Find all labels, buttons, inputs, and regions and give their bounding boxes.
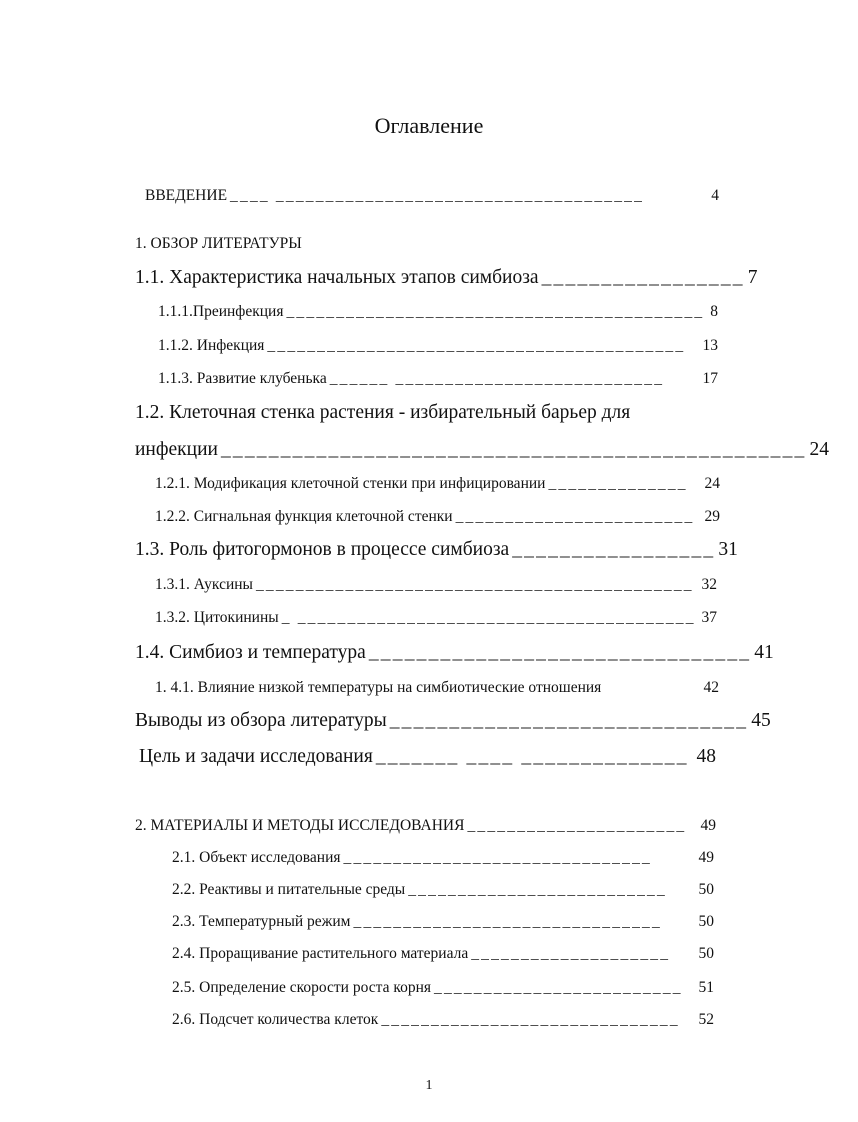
toc-entry-label: 1.1.2. Инфекция bbox=[158, 337, 265, 354]
toc-entry-page: 7 bbox=[747, 267, 758, 288]
toc-entry-label: 1.2.1. Модификация клеточной стенки при инфицировании bbox=[155, 475, 546, 492]
toc-entry-2-6 bbox=[172, 1010, 714, 1030]
toc-entry-leader: __________________________________________ bbox=[267, 337, 686, 354]
toc-entry-label: 1. 4.1. Влияние низкой температуры на симбиотические отношения bbox=[155, 679, 602, 696]
toc-entry-1-2 bbox=[135, 400, 630, 426]
toc-entry-page: 13 bbox=[702, 337, 718, 354]
toc-entry-leader: __________________________ bbox=[408, 881, 667, 898]
toc-entry-leader: ________________________________ bbox=[368, 642, 752, 663]
toc-entry-label: 2.2. Реактивы и питательные среды bbox=[172, 881, 406, 898]
toc-entry-label: 1.3. Роль фитогормонов в процессе симбиоза bbox=[135, 539, 510, 560]
toc-entry-page: 24 bbox=[704, 475, 720, 492]
toc-entry-label: 2.5. Определение скорости роста корня bbox=[172, 979, 431, 996]
toc-entry-2-4 bbox=[172, 944, 714, 964]
toc-entry-label: 2.3. Температурный режим bbox=[172, 913, 351, 930]
toc-entry-2-3 bbox=[172, 912, 714, 932]
toc-entry-page: 4 bbox=[711, 187, 719, 204]
toc-entry-1-1-2 bbox=[158, 336, 718, 356]
toc-entry-1-3-2 bbox=[155, 608, 717, 628]
toc-entry-label: 1.2.2. Сигнальная функция клеточной стенки bbox=[155, 508, 453, 525]
toc-entry-leader: ______________________________ bbox=[389, 710, 749, 731]
toc-entry-label: 1.1. Характеристика начальных этапов симбиоза bbox=[135, 267, 539, 288]
toc-entry-label: 2.4. Проращивание растительного материала bbox=[172, 945, 469, 962]
toc-entry-conclusions bbox=[135, 708, 771, 734]
toc-entry-leader: _________________ bbox=[541, 267, 745, 288]
toc-entry-page: 31 bbox=[718, 539, 738, 560]
toc-entry-leader: _______________________________ bbox=[343, 849, 652, 866]
toc-entry-leader: _______ ____ ______________ bbox=[375, 746, 689, 767]
toc-entry-label: инфекции bbox=[135, 439, 218, 460]
toc-entry-page: 45 bbox=[751, 710, 771, 731]
toc-entry-page: 50 bbox=[698, 881, 714, 898]
toc-entry-page: 37 bbox=[701, 609, 717, 626]
toc-entry-leader: _________________________________________________ bbox=[220, 439, 807, 460]
toc-entry-page: 50 bbox=[698, 945, 714, 962]
toc-entry-leader: _ ________________________________________ bbox=[281, 609, 696, 626]
toc-entry-2-2 bbox=[172, 880, 714, 900]
toc-entry-1-4 bbox=[135, 640, 774, 666]
toc-entry-2-5 bbox=[172, 978, 714, 998]
toc-entry-label: ВВЕДЕНИЕ bbox=[145, 187, 228, 204]
toc-entry-leader: _________________ bbox=[512, 539, 716, 560]
toc-entry-1 bbox=[135, 234, 302, 254]
toc-entry-page: 48 bbox=[696, 746, 716, 767]
toc-entry-1-1-1 bbox=[158, 302, 718, 322]
toc-entry-label: 1.1.3. Развитие клубенька bbox=[158, 370, 327, 387]
toc-entry-1-2-1 bbox=[155, 474, 720, 494]
toc-entry-2 bbox=[135, 816, 716, 836]
toc-entry-1-2-cont bbox=[135, 437, 830, 463]
toc-entry-leader: ________________________ bbox=[455, 508, 695, 525]
toc-entry-page: 42 bbox=[703, 679, 719, 696]
toc-entry-leader: ______________ bbox=[548, 475, 688, 492]
toc-entry-label: 2.6. Подсчет количества клеток bbox=[172, 1011, 379, 1028]
toc-entry-page: 52 bbox=[698, 1011, 714, 1028]
toc-entry-label: 1.2. Клеточная стенка растения - избирательный барьер для bbox=[135, 402, 631, 423]
toc-entry-page: 24 bbox=[809, 439, 830, 460]
toc-entry-leader: ____________________________________________ bbox=[255, 576, 694, 593]
toc-entry-1-2-2 bbox=[155, 507, 720, 527]
toc-entry-label: 1.4. Симбиоз и температура bbox=[135, 642, 366, 663]
toc-entry-leader: ______ ___________________________ bbox=[329, 370, 665, 387]
toc-entry-label: 1.3.2. Цитокинины bbox=[155, 609, 279, 626]
toc-entry-page: 32 bbox=[701, 576, 717, 593]
toc-entry-page: 29 bbox=[704, 508, 720, 525]
toc-entry-page: 41 bbox=[754, 642, 774, 663]
toc-entry-label: 2.1. Объект исследования bbox=[172, 849, 341, 866]
toc-entry-1-1 bbox=[135, 265, 758, 291]
toc-entry-leader: ____ _____________________________________ bbox=[230, 187, 645, 204]
toc-entry-introduction bbox=[145, 186, 719, 206]
toc-entry-label: 1. ОБЗОР ЛИТЕРАТУРЫ bbox=[135, 235, 302, 252]
toc-entry-2-1 bbox=[172, 848, 714, 868]
toc-entry-1-4-1 bbox=[155, 678, 719, 698]
toc-entry-leader: ______________________ bbox=[467, 817, 687, 834]
toc-entry-page: 49 bbox=[700, 817, 716, 834]
toc-entry-page: 8 bbox=[710, 303, 718, 320]
toc-entry-page: 50 bbox=[698, 913, 714, 930]
toc-entry-leader: __________________________________________ bbox=[286, 303, 705, 320]
toc-entry-1-3-1 bbox=[155, 575, 717, 595]
toc-entry-label: 2. МАТЕРИАЛЫ И МЕТОДЫ ИССЛЕДОВАНИЯ bbox=[135, 817, 465, 834]
toc-entry-label: 1.1.1.Преинфекция bbox=[158, 303, 284, 320]
toc-entry-page: 49 bbox=[698, 849, 714, 866]
toc-entry-page: 51 bbox=[698, 979, 714, 996]
page-number: 1 bbox=[425, 1078, 433, 1093]
toc-entry-1-3 bbox=[135, 537, 738, 563]
toc-entry-leader: _________________________ bbox=[434, 979, 683, 996]
toc-entry-leader: ______________________________ bbox=[381, 1011, 680, 1028]
toc-entry-page: 17 bbox=[702, 370, 718, 387]
toc-title: Оглавление bbox=[374, 113, 484, 138]
toc-entry-leader: _______________________________ bbox=[353, 913, 662, 930]
toc-entry-1-1-3 bbox=[158, 369, 718, 389]
toc-entry-label: Цель и задачи исследования bbox=[139, 746, 373, 767]
toc-entry-goals bbox=[139, 744, 716, 770]
toc-entry-leader: ____________________ bbox=[471, 945, 671, 962]
toc-entry-label: Выводы из обзора литературы bbox=[135, 710, 387, 731]
toc-entry-label: 1.3.1. Ауксины bbox=[155, 576, 253, 593]
